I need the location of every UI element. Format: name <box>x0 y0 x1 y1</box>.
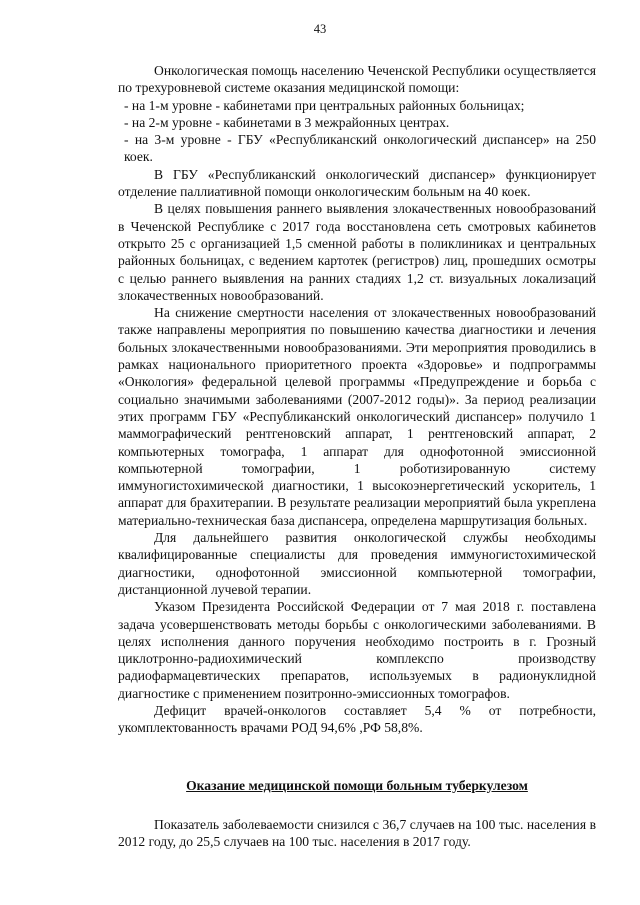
paragraph-specialists: Для дальнейшего развития онкологической службы необходимы квалифицированные специалисты для проведения иммуногистохимической диагностики, однофотонной эмиссионной компьютерной томографии, дистанционной лучевой терапии. <box>118 530 596 597</box>
section-heading: Оказание медицинской помощи больным туберкулезом <box>186 777 528 793</box>
page-number: 43 <box>313 22 327 36</box>
document-body <box>118 62 596 850</box>
paragraph-mortality-reduction: На снижение смертности населения от злокачественных новообразований также направлены мероприятия по повышению качества диагностики и лечения больных злокачественными новообразованиями. Эти мероприятия проводились в рамках национального приоритетного проекта «Здоровье» и подпрограммы «Онкология» федеральной целевой программы «Предупреждение и борьба с социально значимыми заболеваниями (2007-2012 годы)». За период реализации этих программ ГБУ «Республиканский онкологический диспансер» получило 1 маммографический рентгеновский аппарат, 1 рентгеновский аппарат, 2 компьютерных томографа, 1 аппарат для однофотонной эмиссионной компьютерной томографии, 1 роботизированную систему иммуногистохимической диагностики, 1 высокоэнергетический ускоритель, 1 аппарат для брахитерапии. В результате реализации мероприятий была укреплена материально-техническая база диспансера, определена маршрутизация больных. <box>118 305 596 528</box>
paragraph-early-detection: В целях повышения раннего выявления злокачественных новообразований в Чеченской Республике с 2017 года восстановлена сеть смотровых кабинетов открыто 25 с организацией 1,5 сменной работы в поликлиниках и центральных районных больницах, с ведением картотек (регистров) лиц, прошедших осмотры с целью раннего выявления на ранних стадиях 1,2 ст. визуальных локализаций злокачественных новообразований. <box>118 201 596 303</box>
paragraph-oncology-system: Онкологическая помощь населению Чеченской Республики осуществляется по трехуровневой системе оказания медицинской помощи: <box>118 63 596 96</box>
paragraph-staff-deficit: Дефицит врачей-онкологов составляет 5,4 % от потребности, укомплектованность врачами РОД 94,6% ,РФ 58,8%. <box>118 702 596 736</box>
list-item-level-3: - на 3-м уровне - ГБУ «Республиканский онкологический диспансер» на 250 коек. <box>124 132 596 165</box>
paragraph-palliative: В ГБУ «Республиканский онкологический диспансер» функционирует отделение паллиативной помощи онкологическим больным на 40 коек. <box>118 166 596 200</box>
list-item-level-1: - на 1-м уровне - кабинетами при центральных районных больницах; <box>124 97 525 113</box>
paragraph-tuberculosis-incidence: Показатель заболеваемости снизился с 36,7 случаев на 100 тыс. населения в 2012 году, до 25,5 случаев на 100 тыс. населения в 2017 году. <box>118 816 596 850</box>
paragraph-presidential-decree: Указом Президента Российской Федерации от 7 мая 2018 г. поставлена задача усовершенствовать методы борьбы с онкологическими заболеваниями. В целях исполнения данного поручения необходимо построить в г. Грозный циклотронно-радиохимический комплекспо производству радиофармацевтических препаратов, используемых в радионуклидной диагностике с применением позитронно-эмиссионных томографов. <box>118 599 596 701</box>
list-item-level-2: - на 2-м уровне - кабинетами в 3 межрайонных центрах. <box>124 114 450 130</box>
